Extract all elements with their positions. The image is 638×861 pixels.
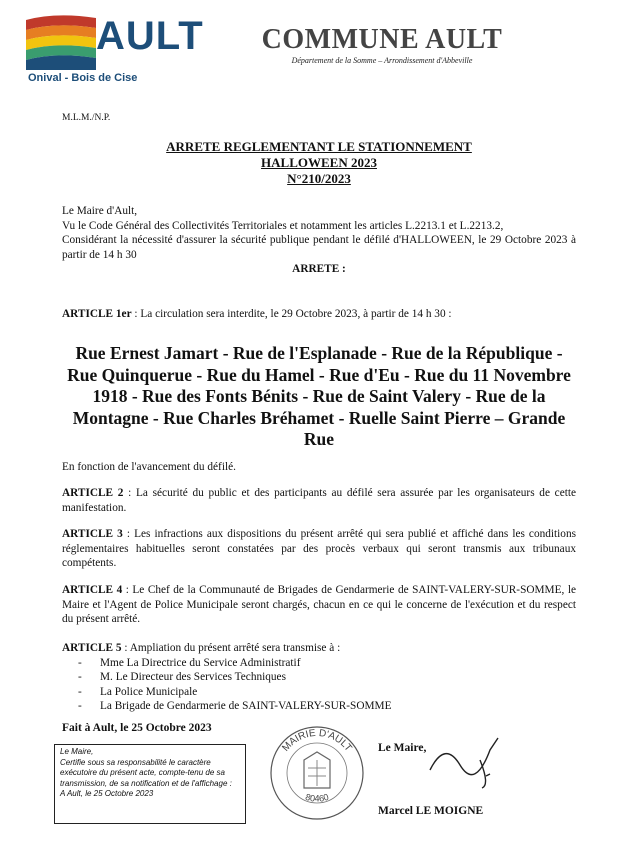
article-2: [62, 486, 576, 515]
list-item: - La Brigade de Gendarmerie de SAINT-VALERY-SUR-SOMME: [62, 699, 576, 714]
article-5: [62, 641, 576, 714]
preamble-vu: Vu le Code Général des Collectivités Territoriales et notamment les articles L.2213.1 et L.2213.2,: [62, 219, 504, 232]
article-4-label: ARTICLE 4: [62, 584, 123, 596]
article-5-text: : Ampliation du présent arrêté sera transmise à :: [124, 642, 341, 654]
after-streets-note: En fonction de l'avancement du défilé.: [62, 461, 236, 473]
article-1-label: ARTICLE 1er: [62, 308, 132, 320]
logo-word: AULT: [96, 14, 204, 58]
title-line-2: HALLOWEEN 2023: [261, 155, 377, 170]
signature-title: Le Maire,: [378, 742, 427, 754]
signer-name: Marcel LE MOIGNE: [378, 805, 484, 817]
list-item: - Mme La Directrice du Service Administratif: [62, 656, 576, 671]
stamp-top-text: MAIRIE D'AULT: [280, 727, 354, 754]
fait-a-line: Fait à Ault, le 25 Octobre 2023: [62, 722, 212, 734]
handwritten-signature: [420, 730, 510, 790]
stamp-bottom-text: 80460: [304, 791, 330, 804]
article-3: [62, 527, 576, 571]
svg-text:MAIRIE D'AULT: [280, 728, 353, 754]
list-item: - La Police Municipale: [62, 685, 576, 700]
cert-mayor: Le Maire,: [60, 747, 94, 756]
reference-code: M.L.M./N.P.: [62, 113, 111, 123]
street-list: Rue Ernest Jamart - Rue de l'Esplanade - Rue de la République - Rue Quinquerue - Rue du Hamel - Rue d'Eu - Rue du 11 Novembre 1918 - Rue des Fonts Bénits - Rue de Saint Valery - Rue de la Montagne - Rue Charles Bréhamet - Ruelle Saint Pierre – Grande Rue: [67, 343, 571, 449]
svg-text:80460: [304, 792, 330, 804]
preamble-considerant: Considérant la nécessité d'assurer la sécurité publique pendant le défilé d'HALLOWEEN, le 29 Octobre 2023 à partir de 14 h 30: [62, 234, 576, 261]
logo-waves-icon: [26, 12, 98, 72]
mairie-stamp: [262, 718, 372, 828]
title-line-1: ARRETE REGLEMENTANT LE STATIONNEMENT: [166, 139, 472, 154]
arrete-heading: ARRETE :: [292, 263, 346, 275]
article-2-text: : La sécurité du public et des participants au défilé sera assurée par les organisateurs de cette manifestation.: [62, 487, 576, 514]
article-4: [62, 583, 576, 627]
certification-box: [54, 744, 246, 824]
article-2-label: ARTICLE 2: [62, 487, 124, 499]
preamble: [62, 204, 576, 277]
article-3-label: ARTICLE 3: [62, 528, 123, 540]
article-4-text: : Le Chef de la Communauté de Brigades de Gendarmerie de SAINT-VALERY-SUR-SOMME, le Maire et l'Agent de Police Municipale seront chargés, chacun en ce qui le concerne de l'exécution et du respect du présent arrêté.: [62, 584, 576, 625]
department-line: Département de la Somme – Arrondissement d'Abbeville: [291, 56, 473, 65]
cert-text: Certifie sous sa responsabilité le caractère exécutoire du présent acte, compte-tenu de sa transmission, de sa notification et de l'affichage :: [60, 757, 232, 788]
cert-date: A Ault, le 25 Octobre 2023: [60, 789, 154, 798]
commune-logo: [26, 12, 204, 88]
logo-tagline: Onival - Bois de Cise: [28, 72, 138, 84]
article-3-text: : Les infractions aux dispositions du présent arrêté qui sera publié et affiché dans les conditions réglementaires habituelles seront constatées par des procès verbaux qui seront transmis aux tribunaux compétents.: [62, 528, 577, 569]
preamble-mayor: Le Maire d'Ault,: [62, 205, 138, 217]
article-1-text: : La circulation sera interdite, le 29 Octobre 2023, à partir de 14 h 30 :: [134, 308, 452, 320]
commune-heading: COMMUNE AULT: [261, 24, 503, 55]
article-5-label: ARTICLE 5: [62, 642, 122, 654]
list-item: - M. Le Directeur des Services Techniques: [62, 670, 576, 685]
recipient-list: [62, 656, 576, 714]
title-line-3: N°210/2023: [287, 171, 351, 186]
article-1: [62, 307, 576, 322]
